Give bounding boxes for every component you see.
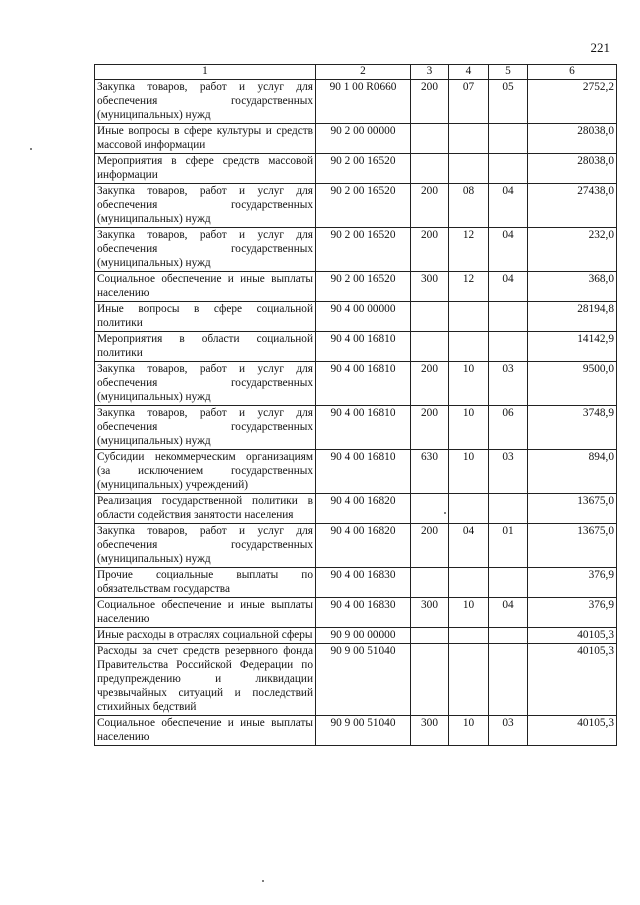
row-rz-cell [449,332,489,362]
row-vr-cell: 200 [411,362,449,406]
row-pr-cell: 04 [489,598,528,628]
row-vr-cell [411,644,449,716]
table-row [95,450,617,494]
row-code-cell: 90 2 00 16520 [316,228,411,272]
row-name-cell: Социальное обеспечение и иные выплаты населению [95,272,316,302]
row-pr-cell: 01 [489,524,528,568]
row-vr-cell [411,154,449,184]
column-header: 6 [528,65,617,80]
row-rz-cell: 10 [449,450,489,494]
row-rz-cell: 04 [449,524,489,568]
row-code-cell: 90 2 00 16520 [316,154,411,184]
table-row [95,628,617,644]
row-rz-cell [449,568,489,598]
row-code-cell: 90 1 00 R0660 [316,80,411,124]
column-header: 2 [316,65,411,80]
row-sum-cell: 28038,0 [528,124,617,154]
row-sum-cell: 13675,0 [528,524,617,568]
row-sum-cell: 14142,9 [528,332,617,362]
row-name-cell: Иные расходы в отраслях социальной сферы [95,628,316,644]
row-code-cell: 90 4 00 16810 [316,332,411,362]
row-rz-cell: 12 [449,228,489,272]
row-vr-cell [411,332,449,362]
table-row [95,524,617,568]
row-sum-cell: 13675,0 [528,494,617,524]
row-vr-cell: 630 [411,450,449,494]
row-sum-cell: 894,0 [528,450,617,494]
row-sum-cell: 40105,3 [528,716,617,746]
row-code-cell: 90 2 00 16520 [316,184,411,228]
row-vr-cell [411,628,449,644]
table-row [95,644,617,716]
row-pr-cell [489,568,528,598]
row-code-cell: 90 4 00 00000 [316,302,411,332]
row-pr-cell: 06 [489,406,528,450]
table-body [95,80,617,746]
row-sum-cell: 27438,0 [528,184,617,228]
column-header: 3 [411,65,449,80]
row-pr-cell [489,332,528,362]
row-sum-cell: 232,0 [528,228,617,272]
row-rz-cell [449,644,489,716]
row-name-cell: Субсидии некоммерческим организациям (за исключением государственных (муниципальных) учреждений) [95,450,316,494]
row-sum-cell: 28038,0 [528,154,617,184]
row-vr-cell: 300 [411,598,449,628]
row-code-cell: 90 4 00 16830 [316,568,411,598]
row-rz-cell: 10 [449,716,489,746]
row-code-cell: 90 9 00 51040 [316,644,411,716]
row-name-cell: Прочие социальные выплаты по обязательствам государства [95,568,316,598]
row-rz-cell [449,302,489,332]
table-row [95,494,617,524]
row-pr-cell: 03 [489,362,528,406]
row-pr-cell: 05 [489,80,528,124]
row-pr-cell [489,628,528,644]
row-pr-cell: 03 [489,716,528,746]
row-pr-cell [489,494,528,524]
table-row [95,716,617,746]
row-code-cell: 90 2 00 16520 [316,272,411,302]
table-row [95,598,617,628]
row-vr-cell: 200 [411,184,449,228]
row-pr-cell [489,644,528,716]
row-sum-cell: 2752,2 [528,80,617,124]
row-sum-cell: 40105,3 [528,628,617,644]
row-vr-cell: 200 [411,80,449,124]
row-vr-cell: 200 [411,228,449,272]
row-code-cell: 90 4 00 16820 [316,524,411,568]
table-row [95,362,617,406]
row-name-cell: Закупка товаров, работ и услуг для обеспечения государственных (муниципальных) нужд [95,228,316,272]
row-sum-cell: 3748,9 [528,406,617,450]
row-rz-cell [449,124,489,154]
row-vr-cell [411,124,449,154]
row-rz-cell [449,154,489,184]
row-name-cell: Расходы за счет средств резервного фонда Правительства Российской Федерации по предупреждению и ликвидации чрезвычайных ситуаций и последствий стихийных бедствий [95,644,316,716]
row-vr-cell [411,568,449,598]
row-pr-cell [489,124,528,154]
row-vr-cell [411,302,449,332]
row-pr-cell [489,302,528,332]
row-pr-cell: 04 [489,228,528,272]
row-code-cell: 90 4 00 16810 [316,362,411,406]
row-name-cell: Мероприятия в сфере средств массовой информации [95,154,316,184]
row-rz-cell: 08 [449,184,489,228]
column-header: 4 [449,65,489,80]
row-rz-cell: 10 [449,598,489,628]
table-row [95,568,617,598]
table-row [95,228,617,272]
row-sum-cell: 376,9 [528,568,617,598]
table-row [95,332,617,362]
row-name-cell: Социальное обеспечение и иные выплаты населению [95,598,316,628]
row-code-cell: 90 9 00 51040 [316,716,411,746]
row-pr-cell: 04 [489,184,528,228]
row-sum-cell: 368,0 [528,272,617,302]
row-rz-cell: 10 [449,406,489,450]
row-name-cell: Закупка товаров, работ и услуг для обеспечения государственных (муниципальных) нужд [95,362,316,406]
row-vr-cell: 300 [411,272,449,302]
row-code-cell: 90 4 00 16810 [316,450,411,494]
row-sum-cell: 28194,8 [528,302,617,332]
row-sum-cell: 40105,3 [528,644,617,716]
row-rz-cell [449,494,489,524]
row-name-cell: Закупка товаров, работ и услуг для обеспечения государственных (муниципальных) нужд [95,184,316,228]
row-name-cell: Закупка товаров, работ и услуг для обеспечения государственных (муниципальных) нужд [95,524,316,568]
row-name-cell: Мероприятия в области социальной политики [95,332,316,362]
row-code-cell: 90 9 00 00000 [316,628,411,644]
budget-table [94,64,617,746]
row-rz-cell: 10 [449,362,489,406]
table-row [95,272,617,302]
row-name-cell: Иные вопросы в сфере культуры и средств массовой информации [95,124,316,154]
table-header-row [95,65,617,80]
row-sum-cell: 376,9 [528,598,617,628]
row-vr-cell: 300 [411,716,449,746]
row-vr-cell: 200 [411,524,449,568]
row-name-cell: Закупка товаров, работ и услуг для обеспечения государственных (муниципальных) нужд [95,80,316,124]
row-vr-cell: 200 [411,406,449,450]
row-pr-cell: 04 [489,272,528,302]
row-sum-cell: 9500,0 [528,362,617,406]
row-pr-cell: 03 [489,450,528,494]
scan-speck [30,148,32,150]
row-name-cell: Закупка товаров, работ и услуг для обеспечения государственных (муниципальных) нужд [95,406,316,450]
scan-speck [262,880,264,882]
row-name-cell: Социальное обеспечение и иные выплаты населению [95,716,316,746]
row-code-cell: 90 4 00 16830 [316,598,411,628]
page-number: 221 [590,40,610,55]
row-rz-cell [449,628,489,644]
table-row [95,184,617,228]
column-header: 1 [95,65,316,80]
row-rz-cell: 07 [449,80,489,124]
table-row [95,302,617,332]
column-header: 5 [489,65,528,80]
table-row [95,406,617,450]
row-code-cell: 90 2 00 00000 [316,124,411,154]
table-row [95,80,617,124]
row-name-cell: Реализация государственной политики в области содействия занятости населения [95,494,316,524]
row-vr-cell [411,494,449,524]
table-row [95,154,617,184]
row-rz-cell: 12 [449,272,489,302]
row-name-cell: Иные вопросы в сфере социальной политики [95,302,316,332]
row-pr-cell [489,154,528,184]
row-code-cell: 90 4 00 16810 [316,406,411,450]
row-code-cell: 90 4 00 16820 [316,494,411,524]
table-row [95,124,617,154]
